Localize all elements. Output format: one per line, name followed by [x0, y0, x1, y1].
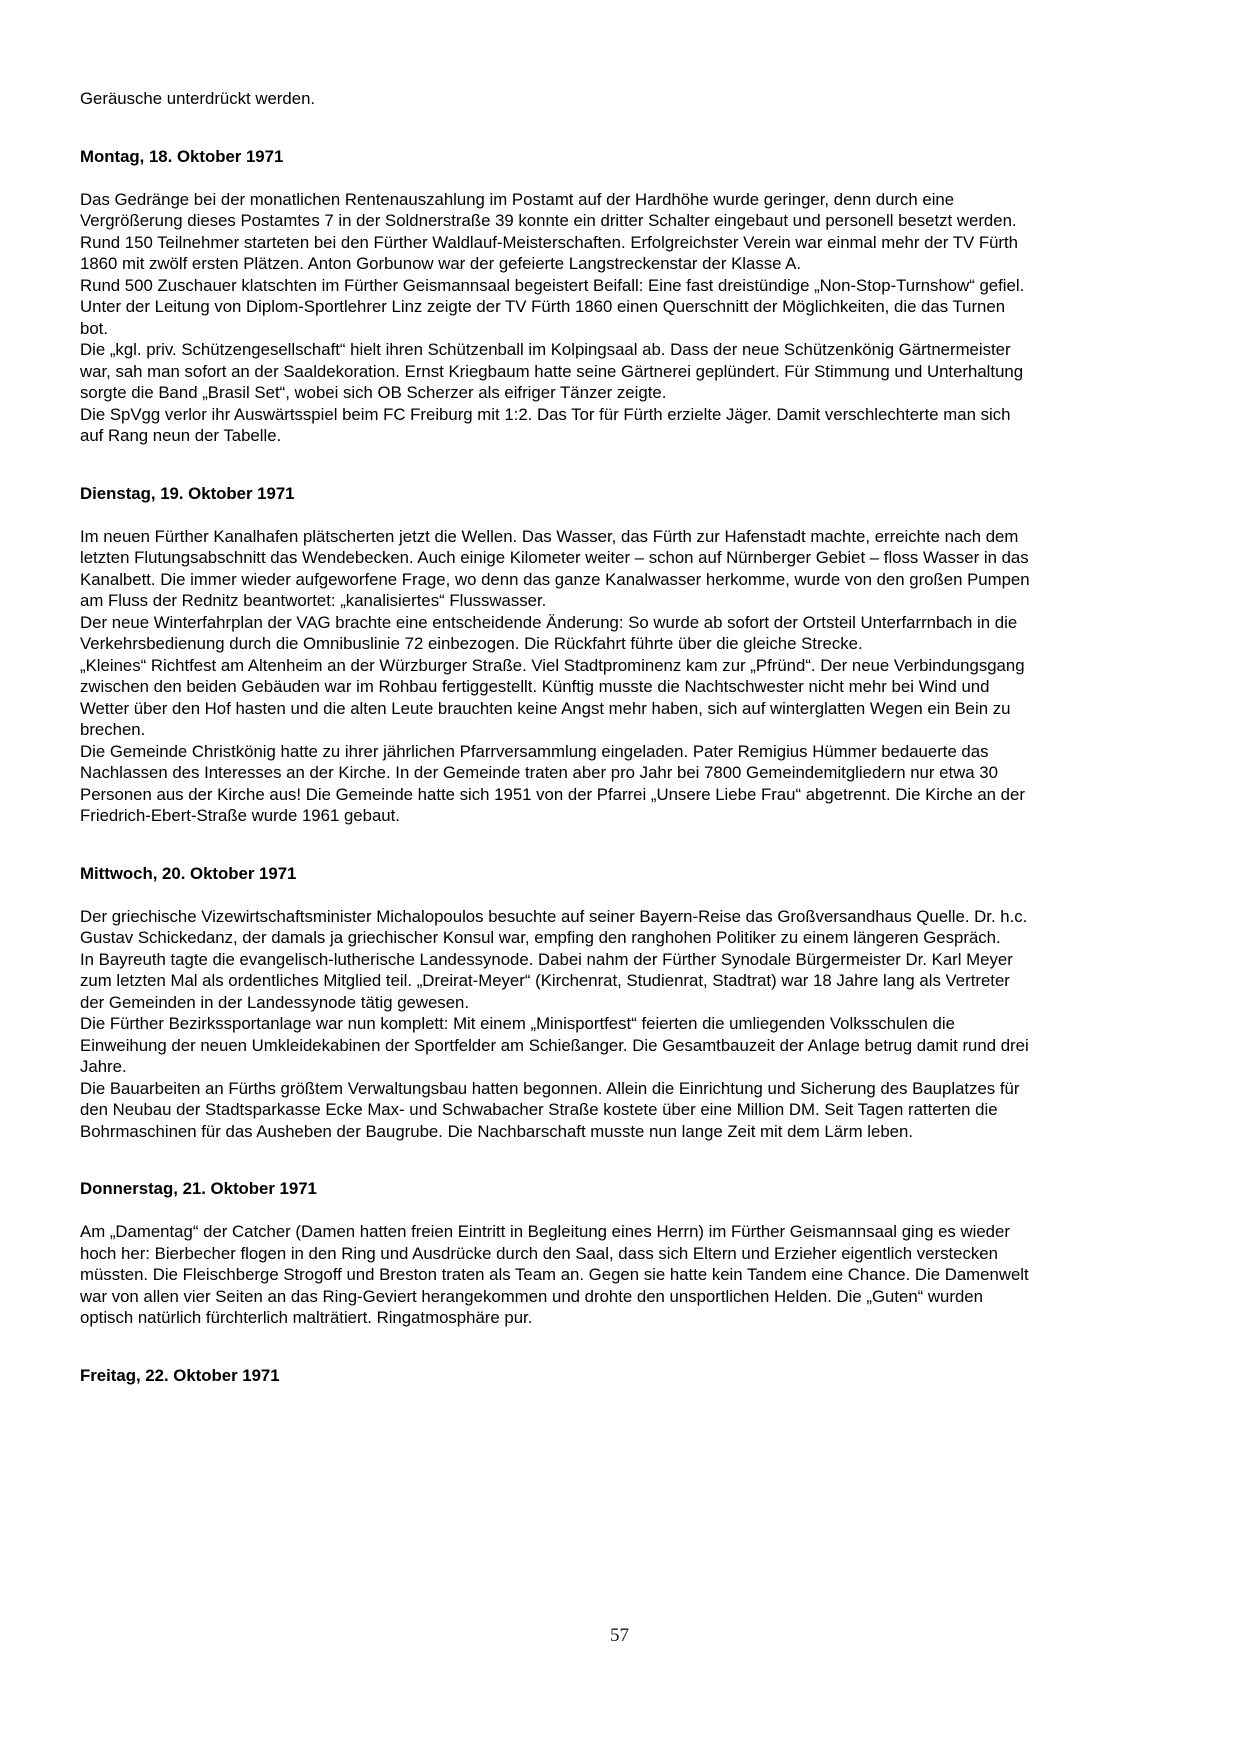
day-heading-freitag: Freitag, 22. Oktober 1971 — [80, 1365, 280, 1385]
carryover-text: Geräusche unterdrückt werden. — [80, 89, 316, 108]
day-heading-dienstag: Dienstag, 19. Oktober 1971 — [80, 483, 295, 503]
news-item: Das Gedränge bei der monatlichen Rentenauszahlung im Postamt auf der Hardhöhe wurde geringer, denn durch eine Vergrößerung dieses Postamtes 7 in der Soldnerstraße 39 konnte ein dritter Schalter eingebaut und personell besetzt werden. — [80, 189, 1017, 230]
news-item: Der griechische Vizewirtschaftsminister Michalopoulos besuchte auf seiner Bayern-Reise das Großversandhaus Quelle. Dr. h.c. Gustav Schickedanz, der damals ja griechischer Konsul war, empfing den ranghohen Politiker zu einem längeren Gespräch. — [80, 906, 1028, 947]
news-item: Rund 500 Zuschauer klatschten im Fürther Geismannsaal begeistert Beifall: Eine fast dreistündige „Non-Stop-Turnshow“ gefiel. Unter der Leitung von Diplom-Sportlehrer Linz zeigte der TV Fürth 1860 einen Querschnitt der Möglichkeiten, die das Turnen bot. — [80, 275, 1025, 338]
page-number: 57 — [610, 1625, 629, 1646]
chronicle-text-block — [80, 88, 1032, 1408]
news-item: In Bayreuth tagte die evangelisch-lutherische Landessynode. Dabei nahm der Fürther Synodale Bürgermeister Dr. Karl Meyer zum letzten Mal als ordentliches Mitglied teil. „Dreirat-Meyer“ (Kirchenrat, Studienrat, Stadtrat) war 18 Jahre lang als Vertreter der Gemeinden in der Landessynode tätig gewesen. — [80, 949, 1013, 1012]
news-item: Rund 150 Teilnehmer starteten bei den Fürther Waldlauf-Meisterschaften. Erfolgreichster Verein war einmal mehr der TV Fürth 1860 mit zwölf ersten Plätzen. Anton Gorbunow war der gefeierte Langstreckenstar der Klasse A. — [80, 232, 1019, 273]
news-item: Die Fürther Bezirkssportanlage war nun komplett: Mit einem „Minisportfest“ feierten die umliegenden Volksschulen die Einweihung der neuen Umkleidekabinen der Sportfelder am Schießanger. Die Gesamtbauzeit der Anlage betrug damit rund drei Jahre. — [80, 1014, 1029, 1076]
day-heading-donnerstag: Donnerstag, 21. Oktober 1971 — [80, 1179, 317, 1198]
day-heading-mittwoch: Mittwoch, 20. Oktober 1971 — [80, 863, 297, 883]
news-item: Der neue Winterfahrplan der VAG brachte eine entscheidende Änderung: So wurde ab sofort der Ortsteil Unterfarrnbach in die Verkehrsbedienung durch die Omnibuslinie 72 einbezogen. Die Rückfahrt führte über die gleiche Strecke. — [80, 612, 1018, 653]
news-item: Die Bauarbeiten an Fürths größtem Verwaltungsbau hatten begonnen. Allein die Einrichtung und Sicherung des Bauplatzes für den Neubau der Stadtsparkasse Ecke Max- und Schwabacher Straße kostete über eine Million DM. Seit Tagen ratterten die Bohrmaschinen für das Ausheben der Baugrube. Die Nachbarschaft musste nun lange Zeit mit dem Lärm leben. — [80, 1078, 1020, 1141]
news-item: „Kleines“ Richtfest am Altenheim an der Würzburger Straße. Viel Stadtprominenz kam zur „Pfründ“. Der neue Verbindungsgang zwischen den beiden Gebäuden war im Rohbau fertiggestellt. Künftig musste die Nachtschwester nicht mehr bei Wind und Wetter über den Hof hasten und die alten Leute brauchten keine Angst mehr haben, sich auf winterglatten Wegen ein Bein zu brechen. — [80, 655, 1025, 739]
news-item: Die „kgl. priv. Schützengesellschaft“ hielt ihren Schützenball im Kolpingsaal ab. Dass der neue Schützenkönig Gärtnermeister war, sah man sofort an der Saaldekoration. Ernst Kriegbaum hatte seine Gärtnerei geplündert. Für Stimmung und Unterhaltung sorgte die Band „Brasil Set“, wobei sich OB Scherzer als eifriger Tänzer zeigte. — [80, 340, 1024, 402]
news-item: Am „Damentag“ der Catcher (Damen hatten freien Eintritt in Begleitung eines Herrn) im Fürther Geismannsaal ging es wieder hoch her: Bierbecher flogen in den Ring und Ausdrücke durch den Saal, dass sich Eltern und Erzieher eigentlich verstecken müssten. Die Fleischberge Strogoff und Breston traten als Team an. Gegen sie hatte kein Tandem eine Chance. Die Damenwelt war von allen vier Seiten an das Ring-Geviert herangekommen und drohte den unsportlichen Helden. Die „Guten“ wurden optisch natürlich fürchterlich malträtiert. Ringatmosphäre pur. — [80, 1222, 1029, 1327]
news-item: Im neuen Fürther Kanalhafen plätscherten jetzt die Wellen. Das Wasser, das Fürth zur Hafenstadt machte, erreichte nach dem letzten Flutungsabschnitt das Wendebecken. Auch einige Kilometer weiter – schon auf Nürnberger Gebiet – floss Wasser in das Kanalbett. Die immer wieder aufgeworfene Frage, wo denn das ganze Kanalwasser herkomme, wurde von den großen Pumpen am Fluss der Rednitz beantwortet: „kanalisiertes“ Flusswasser. — [80, 526, 1030, 610]
day-heading-montag: Montag, 18. Oktober 1971 — [80, 146, 284, 166]
news-item: Die SpVgg verlor ihr Auswärtsspiel beim FC Freiburg mit 1:2. Das Tor für Fürth erzielte Jäger. Damit verschlechterte man sich auf Rang neun der Tabelle. — [80, 404, 1011, 445]
news-item: Die Gemeinde Christkönig hatte zu ihrer jährlichen Pfarrversammlung eingeladen. Pater Remigius Hümmer bedauerte das Nachlassen des Interesses an der Kirche. In der Gemeinde traten aber pro Jahr bei 7800 Gemeindemitgliedern nur etwa 30 Personen aus der Kirche aus! Die Gemeinde hatte sich 1951 von der Pfarrei „Unsere Liebe Frau“ abgetrennt. Die Kirche an der Friedrich-Ebert-Straße wurde 1961 gebaut. — [80, 741, 1025, 825]
